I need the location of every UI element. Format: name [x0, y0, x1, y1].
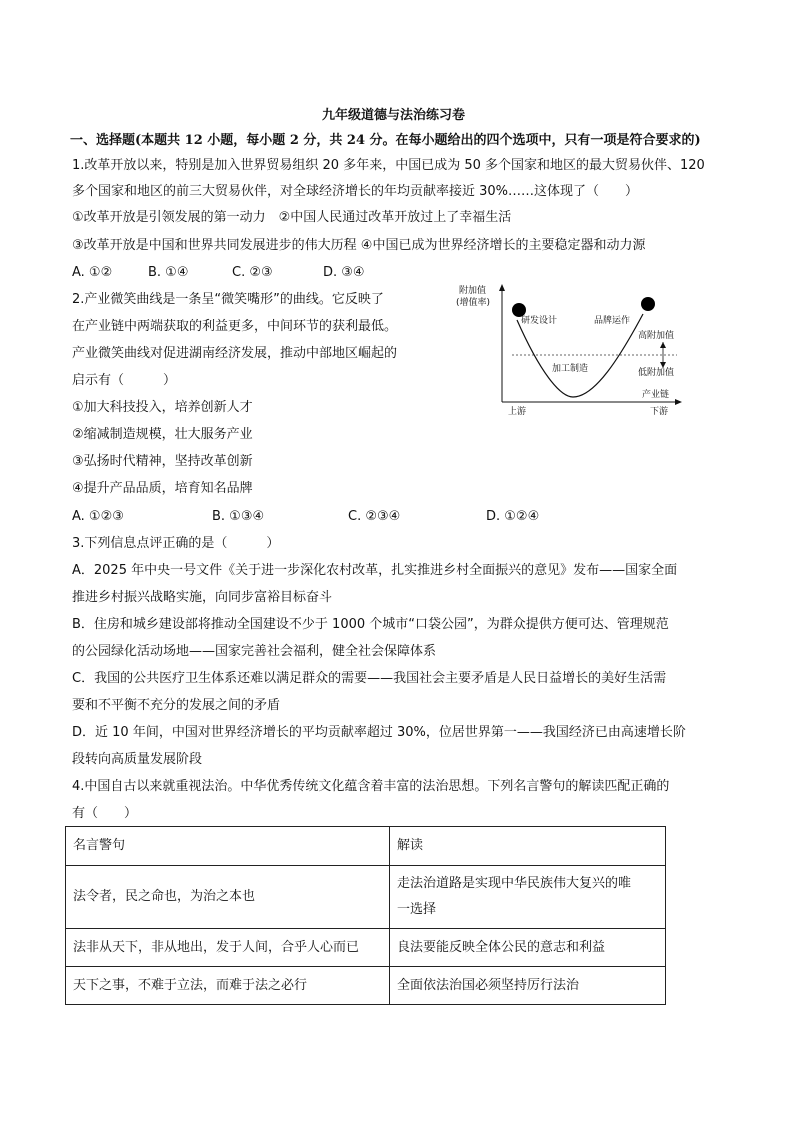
q2-option-a: A. ①②③ [72, 509, 124, 524]
page-title: 九年级道德与法治练习卷 [322, 108, 466, 123]
q1-option-b: B. ①④ [148, 265, 189, 280]
table-header-row [66, 827, 666, 866]
x-axis-label: 产业链 [642, 390, 670, 400]
label-low-value: 低附加值 [638, 368, 675, 378]
q2-line-3: 产业微笑曲线对促进湖南经济发展，推动中部地区崛起的 [72, 346, 398, 361]
table-cell: 全面依法治国必须坚持厉行法治 [390, 967, 666, 1005]
x-axis-arrow [675, 399, 682, 405]
q3-stem: 3.下列信息点评正确的是（ ） [72, 536, 280, 551]
q1-option-d: D. ③④ [323, 265, 365, 280]
y-axis-label-1: 附加值 [459, 286, 487, 296]
q2-statement-1: ①加大科技投入，培养创新人才 [72, 400, 253, 415]
q3-line-3: B．住房和城乡建设部将推动全国建设不少于 1000 个城市“口袋公园”，为群众提供方便可达、管理规范 [72, 617, 669, 632]
table-cell [390, 866, 666, 929]
table-row [66, 866, 666, 929]
q2-line-2: 在产业链中两端获取的利益更多，中间环节的获利最低。 [72, 319, 398, 334]
q4-stem-line2: 有（ ） [72, 806, 138, 821]
q3-line-1: A．2025 年中央一号文件《关于进一步深化农村改革，扎实推进乡村全面振兴的意见》发布——国家全面 [72, 563, 678, 578]
q3-line-8: 段转向高质量发展阶段 [72, 752, 203, 767]
q2-statement-2: ②缩减制造规模，壮大服务产业 [72, 427, 253, 442]
table-row [66, 967, 666, 1005]
label-upstream: 上游 [508, 407, 527, 417]
table-cell-line: 走法治道路是实现中华民族伟大复兴的唯 [397, 876, 632, 891]
q2-statement-3: ③弘扬时代精神，坚持改革创新 [72, 454, 253, 469]
q2-line-4: 启示有（ ） [72, 373, 177, 388]
q2-option-b: B. ①③④ [212, 509, 265, 524]
y-axis-label-2: (增值率) [456, 298, 491, 308]
value-range-arrow-up [660, 342, 666, 348]
label-high-value: 高附加值 [638, 331, 675, 341]
smile-curve [517, 314, 643, 397]
left-end-dot [512, 303, 526, 317]
label-processing-manufacturing: 加工制造 [552, 364, 589, 374]
table-cell: 法令者，民之命也，为治之本也 [66, 866, 390, 929]
label-rnd-design: 研发设计 [521, 316, 558, 326]
smile-curve-figure [455, 282, 690, 422]
q4-stem-line1: 4.中国自古以来就重视法治。中华优秀传统文化蕴含着丰富的法治思想。下列名言警句的解读匹配正确的 [72, 779, 670, 794]
q3-line-2: 推进乡村振兴战略实施，向同步富裕目标奋斗 [72, 590, 333, 605]
table-cell: 天下之事，不难于立法，而难于法之必行 [66, 967, 390, 1005]
table-row [66, 929, 666, 967]
q2-line-1: 2.产业微笑曲线是一条呈“微笑嘴形”的曲线。它反映了 [72, 292, 384, 307]
table-header-cell: 解读 [390, 827, 666, 866]
q1-stem-line1: 1.改革开放以来，特别是加入世界贸易组织 20 多年来，中国已成为 50 多个国家和地区的最大贸易伙伴、120 [72, 158, 705, 173]
right-end-dot [641, 297, 655, 311]
q3-line-7: D．近 10 年间，中国对世界经济增长的平均贡献率超过 30%，位居世界第一——我国经济已由高速增长阶 [72, 725, 686, 740]
q2-statement-4: ④提升产品品质，培育知名品牌 [72, 481, 253, 496]
q2-option-c: C. ②③④ [348, 509, 401, 524]
table-header-cell: 名言警句 [66, 827, 390, 866]
label-downstream: 下游 [650, 407, 669, 417]
table-cell-line: 一选择 [397, 902, 437, 917]
q1-stem-line2: 多个国家和地区的前三大贸易伙伴，对全球经济增长的年均贡献率接近 30%……这体现了（ ） [72, 184, 639, 199]
q3-line-6: 要和不平衡不充分的发展之间的矛盾 [72, 698, 281, 713]
q3-line-4: 的公园绿化活动场地——国家完善社会福利，健全社会保障体系 [72, 644, 437, 659]
label-brand-operation: 品牌运作 [594, 316, 631, 326]
q1-statement-line2: ③改革开放是中国和世界共同发展进步的伟大历程 ④中国已成为世界经济增长的主要稳定器和动力源 [72, 238, 646, 253]
q3-line-5: C．我国的公共医疗卫生体系还难以满足群众的需要——我国社会主要矛盾是人民日益增长的美好生活需 [72, 671, 667, 686]
q1-statement-line1: ①改革开放是引领发展的第一动力 ②中国人民通过改革开放过上了幸福生活 [72, 210, 512, 225]
table-cell: 良法要能反映全体公民的意志和利益 [390, 929, 666, 967]
y-axis-arrow [499, 284, 505, 291]
table-cell: 法非从天下，非从地出，发于人间，合乎人心而已 [66, 929, 390, 967]
q1-option-a: A. ①② [72, 265, 113, 280]
maxims-table [65, 826, 666, 1005]
q2-option-d: D. ①②④ [486, 509, 540, 524]
section-heading: 一、选择题(本题共 12 小题，每小题 2 分，共 24 分。在每小题给出的四个选项中，只有一项是符合要求的) [70, 133, 701, 148]
q1-option-c: C. ②③ [232, 265, 273, 280]
